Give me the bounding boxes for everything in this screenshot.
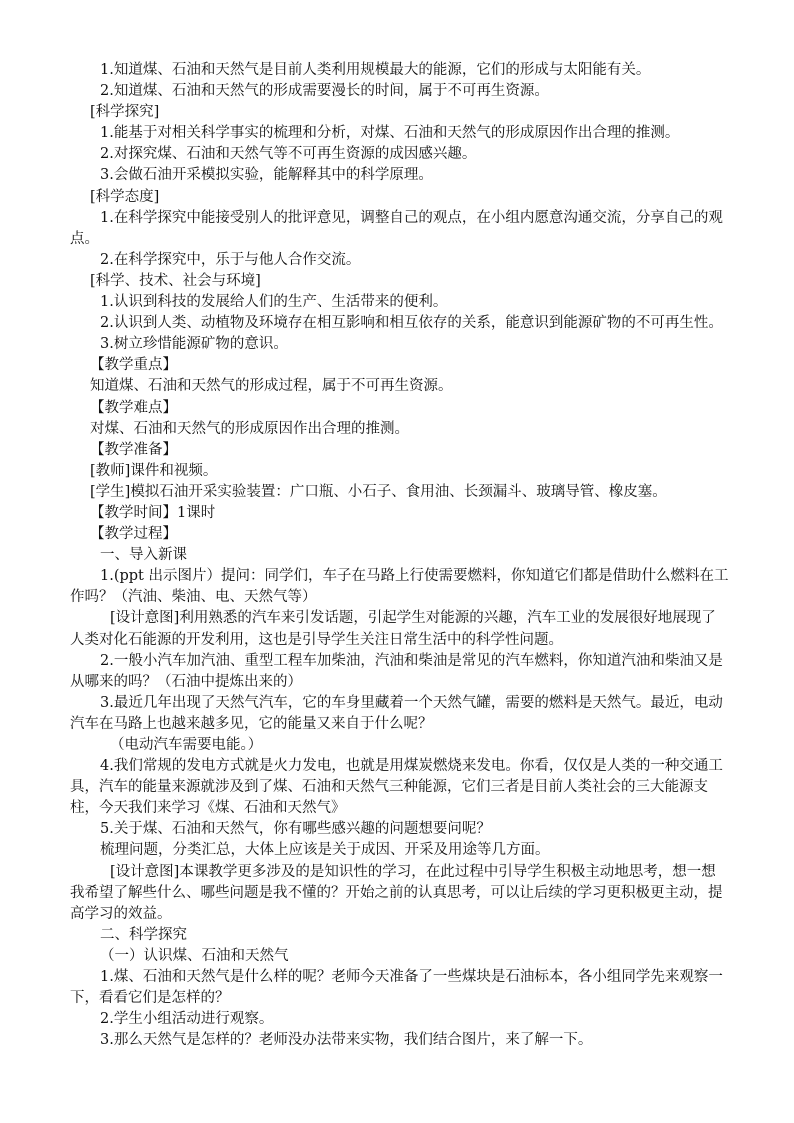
paragraph: （电动汽车需要电能。） (110, 737, 263, 753)
design-intent-paragraph: [设计意图]利用熟悉的汽车来引发话题，引起学生对能源的兴趣，汽车工业的发展很好地展现了人类对化石能源的开发利用，这也是引导学生关注日常生活中的科学性问题。 (70, 610, 716, 648)
paragraph: 1.煤、石油和天然气是什么样的呢？老师今天准备了一些煤块是石油标本，各小组同学先来观察一下，看看它们是怎样的？ (70, 969, 723, 1007)
paragraph: 1.能基于对相关科学事实的梳理和分析，对煤、石油和天然气的形成原因作出合理的推测。 (100, 125, 680, 142)
paragraph: 4.我们常规的发电方式就是火力发电，也就是用煤炭燃烧来发电。你看，仅仅是人类的一种交通工具，汽车的能量来源就涉及到了煤、石油和天然气三种能源，它们三者是目前人类社会的三大能源支柱，今天我们来学习《煤、石油和天然气》 (70, 758, 723, 817)
paragraph: 梳理问题，分类汇总，大体上应该是关于成因、开采及用途等几方面。 (100, 842, 550, 859)
design-intent-paragraph: [设计意图]本课教学更多涉及的是知识性的学习，在此过程中引导学生积极主动地思考，想一想我希望了解些什么、哪些问题是我不懂的？开始之前的认真思考，可以让后续的学习更积极更主动，提高学习的效益。 (70, 863, 723, 922)
section-heading: 【教学准备】 (90, 441, 177, 458)
section-heading: 【教学难点】 (90, 399, 177, 416)
paragraph: 2.在科学探究中，乐于与他人合作交流。 (100, 251, 361, 268)
document-body (70, 60, 730, 1051)
paragraph: 3.最近几年出现了天然气汽车，它的车身里藏着一个天然气罐，需要的燃料是天然气。最近，电动汽车在马路上也越来越多见，它的能量又来自于什么呢？ (70, 694, 723, 732)
paragraph: 2.对探究煤、石油和天然气等不可再生资源的成因感兴趣。 (100, 146, 477, 163)
section-heading: [科学态度] (90, 188, 160, 205)
paragraph: [教师]课件和视频。 (90, 462, 218, 479)
paragraph: 3.会做石油开采模拟实验，能解释其中的科学原理。 (100, 167, 433, 184)
paragraph: 对煤、石油和天然气的形成原因作出合理的推测。 (90, 420, 409, 437)
paragraph: 1.认识到科技的发展给人们的生产、生活带来的便利。 (100, 294, 448, 311)
section-heading: [科学探究] (90, 104, 160, 121)
paragraph: 1.(ppt 出示图片）提问：同学们，车子在马路上行使需要燃料，你知道它们都是借助什么燃料在工作吗？（汽油、柴油、电、天然气等） (70, 568, 729, 606)
subsection-heading: （一）认识煤、石油和天然气 (100, 947, 289, 964)
paragraph: 2.学生小组活动进行观察。 (100, 1011, 274, 1028)
paragraph: 2.一般小汽车加汽油、重型工程车加柴油，汽油和柴油是常见的汽车燃料，你知道汽油和柴油又是从哪来的吗？（石油中提炼出来的） (70, 652, 723, 690)
paragraph: 2.知道煤、石油和天然气的形成需要漫长的时间，属于不可再生资源。 (100, 83, 549, 100)
paragraph: 1.知道煤、石油和天然气是目前人类利用规模最大的能源，它们的形成与太阳能有关。 (100, 62, 651, 78)
paragraph: 知道煤、石油和天然气的形成过程，属于不可再生资源。 (90, 378, 453, 395)
paragraph: 5.关于煤、石油和天然气，你有哪些感兴趣的问题想要问呢？ (100, 821, 491, 838)
paragraph: 1.在科学探究中能接受别人的批评意见，调整自己的观点，在小组内愿意沟通交流，分享自己的观点。 (70, 209, 723, 247)
section-heading: 【教学过程】 (90, 526, 177, 543)
paragraph: 3.树立珍惜能源矿物的意识。 (100, 336, 288, 353)
section-heading: 【教学重点】 (90, 357, 177, 374)
section-heading: 【教学时间】1课时 (90, 504, 216, 521)
subsection-heading: 二、科学探究 (100, 926, 187, 943)
paragraph: 3.那么天然气是怎样的？老师没办法带来实物，我们结合图片，来了解一下。 (100, 1032, 593, 1049)
section-heading: [科学、技术、社会与环境] (90, 272, 261, 289)
subsection-heading: 一、导入新课 (100, 547, 187, 564)
paragraph: 2.认识到人类、动植物及环境存在相互影响和相互依存的关系，能意识到能源矿物的不可再生性。 (100, 315, 723, 332)
paragraph: [学生]模拟石油开采实验装置：广口瓶、小石子、食用油、长颈漏斗、玻璃导管、橡皮塞。 (90, 483, 667, 500)
